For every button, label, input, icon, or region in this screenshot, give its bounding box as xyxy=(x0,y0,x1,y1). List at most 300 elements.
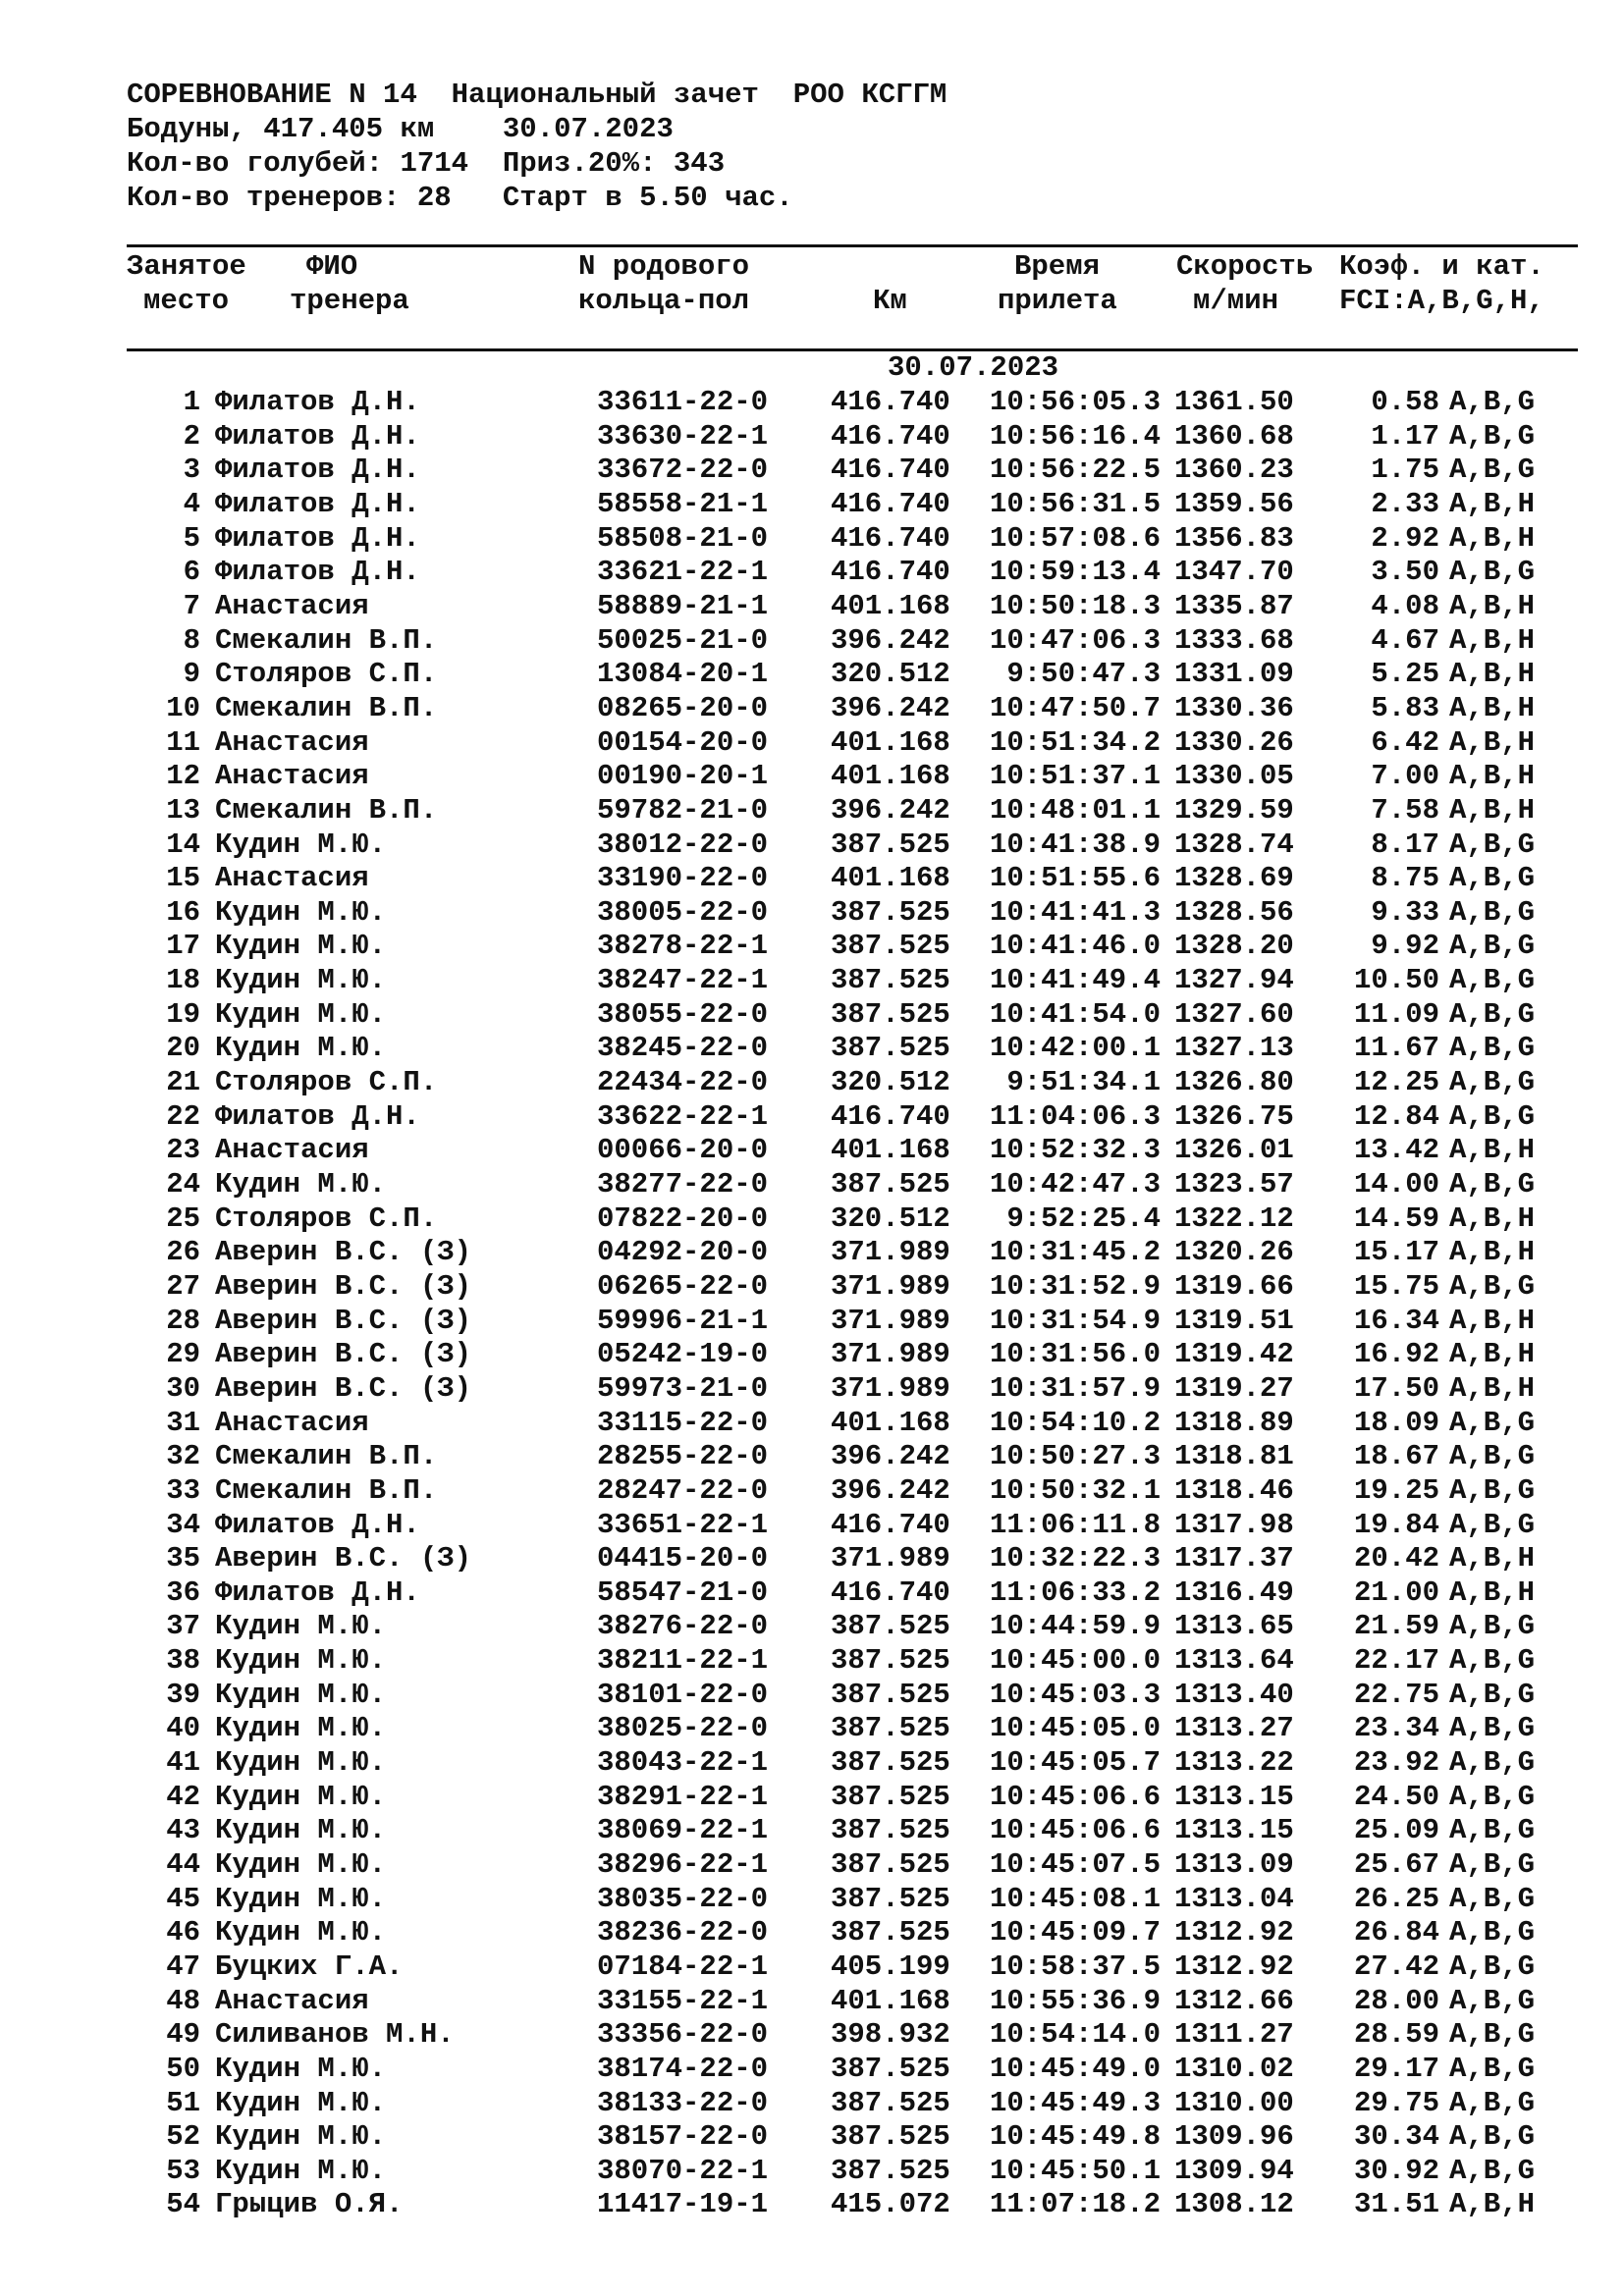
cell-speed: 1312.92 xyxy=(1174,1949,1294,1983)
cell-ring: 58889-21-1 xyxy=(597,589,769,622)
cell-speed: 1318.81 xyxy=(1174,1440,1294,1473)
cell-name: Анастасия xyxy=(215,760,369,793)
cell-speed: 1318.46 xyxy=(1174,1473,1294,1507)
cell-km: 401.168 xyxy=(831,589,950,622)
cell-coef: 2.92 xyxy=(1371,521,1439,555)
cell-place: 9 xyxy=(183,658,200,691)
table-row xyxy=(0,1780,1624,1816)
cell-time: 10:45:06.6 xyxy=(989,1780,1161,1813)
cell-cat: A,B,G xyxy=(1449,419,1536,453)
cell-ring: 50025-21-0 xyxy=(597,623,769,657)
cell-time: 10:47:50.7 xyxy=(989,691,1161,724)
cell-place: 25 xyxy=(166,1201,200,1235)
cell-coef: 29.75 xyxy=(1353,2086,1439,2119)
cell-time: 10:54:14.0 xyxy=(989,2018,1161,2052)
table-row xyxy=(0,1918,1624,1951)
table-row xyxy=(0,1034,1624,1067)
cell-coef: 16.92 xyxy=(1353,1338,1439,1371)
cell-cat: A,B,H xyxy=(1449,1575,1536,1609)
cell-km: 416.740 xyxy=(831,419,950,453)
cell-ring: 38035-22-0 xyxy=(597,1882,769,1915)
cell-coef: 3.50 xyxy=(1371,556,1439,589)
cell-name: Кудин М.Ю. xyxy=(215,895,387,929)
cell-km: 396.242 xyxy=(831,1440,950,1473)
cell-ring: 38277-22-0 xyxy=(597,1167,769,1201)
cell-speed: 1313.27 xyxy=(1174,1712,1294,1745)
cell-place: 47 xyxy=(166,1949,200,1983)
cell-place: 6 xyxy=(183,556,200,589)
table-row xyxy=(0,1508,1624,1544)
cell-cat: A,B,H xyxy=(1449,1236,1536,1269)
table-row xyxy=(0,966,1624,999)
cell-ring: 33630-22-1 xyxy=(597,419,769,453)
cell-cat: A,B,H xyxy=(1449,658,1536,691)
cell-cat: A,B,H xyxy=(1449,589,1536,622)
cell-place: 24 xyxy=(166,1167,200,1201)
cell-time: 10:44:59.9 xyxy=(989,1610,1161,1643)
cell-place: 22 xyxy=(166,1099,200,1133)
cell-ring: 38291-22-1 xyxy=(597,1780,769,1813)
cell-place: 30 xyxy=(166,1371,200,1405)
table-row xyxy=(0,1136,1624,1169)
cell-name: Анастасия xyxy=(215,725,369,759)
cell-time: 10:47:06.3 xyxy=(989,623,1161,657)
cell-cat: A,B,G xyxy=(1449,828,1536,861)
col-coef-header-2: FCI:A,B,G,H, xyxy=(1339,285,1544,317)
table-row xyxy=(0,762,1624,795)
table-row xyxy=(0,388,1624,421)
cell-km: 401.168 xyxy=(831,1134,950,1167)
cell-coef: 7.00 xyxy=(1371,760,1439,793)
cell-place: 42 xyxy=(166,1780,200,1813)
cell-name: Филатов Д.Н. xyxy=(215,419,420,453)
cell-cat: A,B,G xyxy=(1449,1882,1536,1915)
cell-time: 9:50:47.3 xyxy=(1006,658,1161,691)
cell-name: Смекалин В.П. xyxy=(215,793,438,827)
cell-ring: 58547-21-0 xyxy=(597,1575,769,1609)
cell-place: 7 xyxy=(183,589,200,622)
cell-cat: A,B,G xyxy=(1449,556,1536,589)
cell-km: 387.525 xyxy=(831,1644,950,1677)
cell-place: 41 xyxy=(166,1746,200,1779)
table-row xyxy=(0,1646,1624,1680)
cell-place: 54 xyxy=(166,2188,200,2221)
cell-ring: 00190-20-1 xyxy=(597,760,769,793)
table-row xyxy=(0,1442,1624,1475)
cell-speed: 1313.09 xyxy=(1174,1848,1294,1881)
release-point-line: Бодуны, 417.405 км 30.07.2023 xyxy=(127,113,674,145)
table-row xyxy=(0,997,1624,1034)
cell-coef: 14.00 xyxy=(1353,1167,1439,1201)
cell-cat: A,B,G xyxy=(1449,1644,1536,1677)
cell-ring: 05242-19-0 xyxy=(597,1338,769,1371)
cell-km: 387.525 xyxy=(831,1032,950,1065)
cell-time: 10:48:01.1 xyxy=(989,793,1161,827)
cell-time: 10:31:56.0 xyxy=(989,1338,1161,1371)
cell-coef: 6.42 xyxy=(1371,725,1439,759)
table-row xyxy=(0,2122,1624,2156)
cell-name: Аверин В.С. (З) xyxy=(215,1236,472,1269)
cell-place: 19 xyxy=(166,997,200,1031)
cell-name: Анастасия xyxy=(215,1406,369,1439)
cell-cat: A,B,H xyxy=(1449,793,1536,827)
cell-km: 396.242 xyxy=(831,691,950,724)
cell-place: 10 xyxy=(166,691,200,724)
cell-time: 10:45:05.7 xyxy=(989,1746,1161,1779)
cell-time: 10:52:32.3 xyxy=(989,1134,1161,1167)
cell-ring: 07184-22-1 xyxy=(597,1949,769,1983)
cell-speed: 1359.56 xyxy=(1174,487,1294,520)
cell-time: 10:31:54.9 xyxy=(989,1304,1161,1337)
cell-speed: 1329.59 xyxy=(1174,793,1294,827)
cell-ring: 38157-22-0 xyxy=(597,2120,769,2154)
cell-cat: A,B,H xyxy=(1449,2188,1536,2221)
cell-ring: 59973-21-0 xyxy=(597,1371,769,1405)
cell-speed: 1318.89 xyxy=(1174,1406,1294,1439)
cell-speed: 1313.65 xyxy=(1174,1610,1294,1643)
cell-name: Кудин М.Ю. xyxy=(215,1746,387,1779)
cell-km: 387.525 xyxy=(831,828,950,861)
cell-coef: 18.67 xyxy=(1353,1440,1439,1473)
cell-ring: 33672-22-0 xyxy=(597,454,769,487)
cell-km: 396.242 xyxy=(831,793,950,827)
cell-coef: 15.17 xyxy=(1353,1236,1439,1269)
cell-ring: 38296-22-1 xyxy=(597,1848,769,1881)
table-row xyxy=(0,864,1624,897)
cell-speed: 1317.37 xyxy=(1174,1542,1294,1575)
cell-time: 11:06:11.8 xyxy=(989,1508,1161,1541)
cell-name: Кудин М.Ю. xyxy=(215,2154,387,2187)
cell-ring: 22434-22-0 xyxy=(597,1066,769,1098)
cell-km: 416.740 xyxy=(831,454,950,487)
cell-cat: A,B,G xyxy=(1449,895,1536,929)
table-row xyxy=(0,660,1624,693)
cell-km: 387.525 xyxy=(831,1848,950,1881)
cell-name: Кудин М.Ю. xyxy=(215,1032,387,1065)
cell-name: Кудин М.Ю. xyxy=(215,2052,387,2085)
cell-coef: 28.59 xyxy=(1353,2018,1439,2052)
cell-speed: 1326.01 xyxy=(1174,1134,1294,1167)
table-row xyxy=(0,1816,1624,1849)
cell-time: 10:45:07.5 xyxy=(989,1848,1161,1881)
cell-cat: A,B,G xyxy=(1449,1712,1536,1745)
cell-cat: A,B,H xyxy=(1449,1371,1536,1405)
cell-km: 320.512 xyxy=(831,1066,950,1098)
top-rule xyxy=(127,244,1578,247)
cell-cat: A,B,G xyxy=(1449,1916,1536,1949)
cell-cat: A,B,H xyxy=(1449,623,1536,657)
cell-time: 10:54:10.2 xyxy=(989,1406,1161,1439)
cell-cat: A,B,G xyxy=(1449,386,1536,418)
cell-km: 387.525 xyxy=(831,2154,950,2187)
cell-coef: 8.75 xyxy=(1371,862,1439,895)
table-row xyxy=(0,558,1624,591)
col-time-header-1: Время xyxy=(1014,250,1101,283)
cell-coef: 21.59 xyxy=(1353,1610,1439,1643)
cell-ring: 07822-20-0 xyxy=(597,1201,769,1235)
cell-time: 10:45:00.0 xyxy=(989,1644,1161,1677)
cell-km: 387.525 xyxy=(831,2052,950,2085)
cell-ring: 38236-22-0 xyxy=(597,1916,769,1949)
cell-km: 387.525 xyxy=(831,2120,950,2154)
cell-ring: 11417-19-1 xyxy=(597,2188,769,2221)
table-row xyxy=(0,1304,1624,1340)
table-row xyxy=(0,1406,1624,1442)
cell-ring: 38211-22-1 xyxy=(597,1644,769,1677)
cell-speed: 1313.40 xyxy=(1174,1678,1294,1711)
table-row xyxy=(0,1473,1624,1510)
cell-cat: A,B,G xyxy=(1449,1949,1536,1983)
cell-place: 2 xyxy=(183,419,200,453)
cell-cat: A,B,G xyxy=(1449,1167,1536,1201)
cell-place: 45 xyxy=(166,1882,200,1915)
cell-place: 49 xyxy=(166,2018,200,2052)
cell-place: 35 xyxy=(166,1542,200,1575)
cell-coef: 8.17 xyxy=(1371,828,1439,861)
cell-ring: 38012-22-0 xyxy=(597,828,769,861)
table-row xyxy=(0,1748,1624,1782)
cell-time: 10:45:49.0 xyxy=(989,2052,1161,2085)
cell-coef: 23.92 xyxy=(1353,1746,1439,1779)
cell-place: 28 xyxy=(166,1304,200,1337)
cell-speed: 1312.66 xyxy=(1174,1984,1294,2017)
cell-time: 10:45:05.0 xyxy=(989,1712,1161,1745)
cell-km: 401.168 xyxy=(831,725,950,759)
cell-coef: 13.42 xyxy=(1353,1134,1439,1167)
competition-title: СОРЕВНОВАНИЕ N 14 Национальный зачет РОО КСГГМ xyxy=(127,79,947,111)
table-row xyxy=(0,2086,1624,2122)
cell-place: 5 xyxy=(183,521,200,555)
cell-time: 10:51:34.2 xyxy=(989,725,1161,759)
cell-coef: 4.67 xyxy=(1371,623,1439,657)
cell-place: 48 xyxy=(166,1984,200,2017)
cell-coef: 25.67 xyxy=(1353,1848,1439,1881)
cell-coef: 15.75 xyxy=(1353,1269,1439,1303)
cell-name: Кудин М.Ю. xyxy=(215,1882,387,1915)
cell-place: 12 xyxy=(166,760,200,793)
cell-cat: A,B,G xyxy=(1449,2154,1536,2187)
cell-speed: 1328.69 xyxy=(1174,862,1294,895)
cell-place: 44 xyxy=(166,1848,200,1881)
cell-place: 37 xyxy=(166,1610,200,1643)
cell-coef: 31.51 xyxy=(1353,2188,1439,2221)
cell-name: Филатов Д.Н. xyxy=(215,1575,420,1609)
table-row xyxy=(0,521,1624,558)
table-row xyxy=(0,589,1624,625)
cell-time: 10:56:31.5 xyxy=(989,487,1161,520)
cell-km: 405.199 xyxy=(831,1949,950,1983)
table-row xyxy=(0,1099,1624,1136)
cell-name: Филатов Д.Н. xyxy=(215,1099,420,1133)
cell-speed: 1361.50 xyxy=(1174,386,1294,418)
cell-time: 10:45:08.1 xyxy=(989,1882,1161,1915)
cell-coef: 1.17 xyxy=(1371,419,1439,453)
table-row xyxy=(0,1544,1624,1577)
table-row xyxy=(0,2190,1624,2223)
cell-name: Филатов Д.Н. xyxy=(215,556,420,589)
cell-cat: A,B,G xyxy=(1449,862,1536,895)
cell-place: 20 xyxy=(166,1032,200,1065)
cell-speed: 1326.80 xyxy=(1174,1066,1294,1098)
cell-name: Смекалин В.П. xyxy=(215,1473,438,1507)
cell-time: 10:51:37.1 xyxy=(989,760,1161,793)
cell-name: Анастасия xyxy=(215,862,369,895)
cell-name: Буцких Г.А. xyxy=(215,1949,404,1983)
cell-time: 10:50:32.1 xyxy=(989,1473,1161,1507)
cell-name: Кудин М.Ю. xyxy=(215,2086,387,2119)
cell-name: Кудин М.Ю. xyxy=(215,1678,387,1711)
cell-speed: 1328.74 xyxy=(1174,828,1294,861)
cell-time: 10:32:22.3 xyxy=(989,1542,1161,1575)
cell-name: Грыцив О.Я. xyxy=(215,2188,404,2221)
cell-name: Смекалин В.П. xyxy=(215,1440,438,1473)
cell-ring: 38070-22-1 xyxy=(597,2154,769,2187)
cell-coef: 9.92 xyxy=(1371,930,1439,963)
cell-cat: A,B,G xyxy=(1449,964,1536,996)
table-row xyxy=(0,1714,1624,1747)
table-row xyxy=(0,932,1624,965)
cell-name: Кудин М.Ю. xyxy=(215,1848,387,1881)
cell-place: 26 xyxy=(166,1236,200,1269)
cell-cat: A,B,G xyxy=(1449,2052,1536,2085)
cell-time: 10:45:06.6 xyxy=(989,1814,1161,1847)
cell-speed: 1331.09 xyxy=(1174,658,1294,691)
cell-place: 31 xyxy=(166,1406,200,1439)
cell-ring: 00154-20-0 xyxy=(597,725,769,759)
cell-place: 53 xyxy=(166,2154,200,2187)
cell-cat: A,B,G xyxy=(1449,1610,1536,1643)
cell-cat: A,B,H xyxy=(1449,1304,1536,1337)
col-name-header-1: ФИО xyxy=(306,250,358,283)
cell-place: 23 xyxy=(166,1134,200,1167)
cell-ring: 33190-22-0 xyxy=(597,862,769,895)
cell-cat: A,B,G xyxy=(1449,1848,1536,1881)
cell-cat: A,B,G xyxy=(1449,2120,1536,2154)
cell-cat: A,B,H xyxy=(1449,691,1536,724)
cell-speed: 1328.56 xyxy=(1174,895,1294,929)
cell-km: 416.740 xyxy=(831,1099,950,1133)
cell-place: 32 xyxy=(166,1440,200,1473)
cell-time: 10:42:00.1 xyxy=(989,1032,1161,1065)
cell-coef: 21.00 xyxy=(1353,1575,1439,1609)
cell-cat: A,B,G xyxy=(1449,1099,1536,1133)
cell-ring: 38133-22-0 xyxy=(597,2086,769,2119)
cell-coef: 11.09 xyxy=(1353,997,1439,1031)
cell-speed: 1319.27 xyxy=(1174,1371,1294,1405)
table-row xyxy=(0,725,1624,762)
cell-ring: 28247-22-0 xyxy=(597,1473,769,1507)
cell-km: 387.525 xyxy=(831,964,950,996)
cell-speed: 1316.49 xyxy=(1174,1575,1294,1609)
cell-ring: 00066-20-0 xyxy=(597,1134,769,1167)
cell-name: Кудин М.Ю. xyxy=(215,1167,387,1201)
cell-name: Аверин В.С. (З) xyxy=(215,1304,472,1337)
cell-km: 371.989 xyxy=(831,1304,950,1337)
cell-name: Кудин М.Ю. xyxy=(215,1610,387,1643)
cell-ring: 38069-22-1 xyxy=(597,1814,769,1847)
cell-coef: 30.92 xyxy=(1353,2154,1439,2187)
cell-ring: 13084-20-1 xyxy=(597,658,769,691)
cell-ring: 38247-22-1 xyxy=(597,964,769,996)
cell-km: 416.740 xyxy=(831,1575,950,1609)
cell-km: 416.740 xyxy=(831,487,950,520)
cell-km: 416.740 xyxy=(831,556,950,589)
cell-speed: 1328.20 xyxy=(1174,930,1294,963)
cell-place: 1 xyxy=(183,386,200,418)
cell-time: 10:45:49.3 xyxy=(989,2086,1161,2119)
cell-ring: 06265-22-0 xyxy=(597,1269,769,1303)
cell-time: 10:31:52.9 xyxy=(989,1269,1161,1303)
cell-speed: 1335.87 xyxy=(1174,589,1294,622)
cell-speed: 1319.42 xyxy=(1174,1338,1294,1371)
cell-time: 9:52:25.4 xyxy=(1006,1201,1161,1235)
cell-cat: A,B,G xyxy=(1449,454,1536,487)
cell-name: Филатов Д.Н. xyxy=(215,1508,420,1541)
cell-km: 371.989 xyxy=(831,1269,950,1303)
table-row xyxy=(0,1984,1624,2020)
cell-ring: 38043-22-1 xyxy=(597,1746,769,1779)
cell-speed: 1313.04 xyxy=(1174,1882,1294,1915)
cell-km: 416.740 xyxy=(831,386,950,418)
cell-coef: 17.50 xyxy=(1353,1371,1439,1405)
table-row xyxy=(0,2020,1624,2054)
cell-speed: 1311.27 xyxy=(1174,2018,1294,2052)
cell-time: 10:42:47.3 xyxy=(989,1167,1161,1201)
cell-name: Смекалин В.П. xyxy=(215,623,438,657)
cell-cat: A,B,H xyxy=(1449,760,1536,793)
cell-time: 10:45:50.1 xyxy=(989,2154,1161,2187)
cell-place: 39 xyxy=(166,1678,200,1711)
cell-name: Смекалин В.П. xyxy=(215,691,438,724)
cell-name: Кудин М.Ю. xyxy=(215,2120,387,2154)
cell-name: Аверин В.С. (З) xyxy=(215,1269,472,1303)
cell-place: 17 xyxy=(166,930,200,963)
cell-name: Столяров С.П. xyxy=(215,1066,438,1098)
cell-speed: 1319.66 xyxy=(1174,1269,1294,1303)
col-speed-header-1: Скорость xyxy=(1176,250,1314,283)
cell-place: 21 xyxy=(166,1066,200,1098)
cell-cat: A,B,G xyxy=(1449,1473,1536,1507)
table-row xyxy=(0,1949,1624,1986)
table-row xyxy=(0,1201,1624,1238)
cell-cat: A,B,G xyxy=(1449,1269,1536,1303)
cell-speed: 1308.12 xyxy=(1174,2188,1294,2221)
cell-cat: A,B,H xyxy=(1449,725,1536,759)
table-row xyxy=(0,623,1624,660)
cell-time: 10:41:54.0 xyxy=(989,997,1161,1031)
col-speed-header-2: м/мин xyxy=(1193,285,1279,317)
cell-speed: 1322.12 xyxy=(1174,1201,1294,1235)
cell-time: 11:06:33.2 xyxy=(989,1575,1161,1609)
cell-place: 46 xyxy=(166,1916,200,1949)
table-row xyxy=(0,1612,1624,1645)
cell-cat: A,B,H xyxy=(1449,1201,1536,1235)
cell-coef: 26.25 xyxy=(1353,1882,1439,1915)
header-rule xyxy=(127,348,1578,351)
cell-speed: 1309.94 xyxy=(1174,2154,1294,2187)
cell-cat: A,B,G xyxy=(1449,1678,1536,1711)
cell-place: 27 xyxy=(166,1269,200,1303)
cell-cat: A,B,G xyxy=(1449,2086,1536,2119)
cell-place: 40 xyxy=(166,1712,200,1745)
cell-time: 10:50:27.3 xyxy=(989,1440,1161,1473)
table-row xyxy=(0,1269,1624,1306)
cell-ring: 38005-22-0 xyxy=(597,895,769,929)
col-place-header-1: Занятое xyxy=(127,250,246,283)
cell-ring: 33155-22-1 xyxy=(597,1984,769,2017)
cell-coef: 16.34 xyxy=(1353,1304,1439,1337)
cell-km: 387.525 xyxy=(831,1814,950,1847)
